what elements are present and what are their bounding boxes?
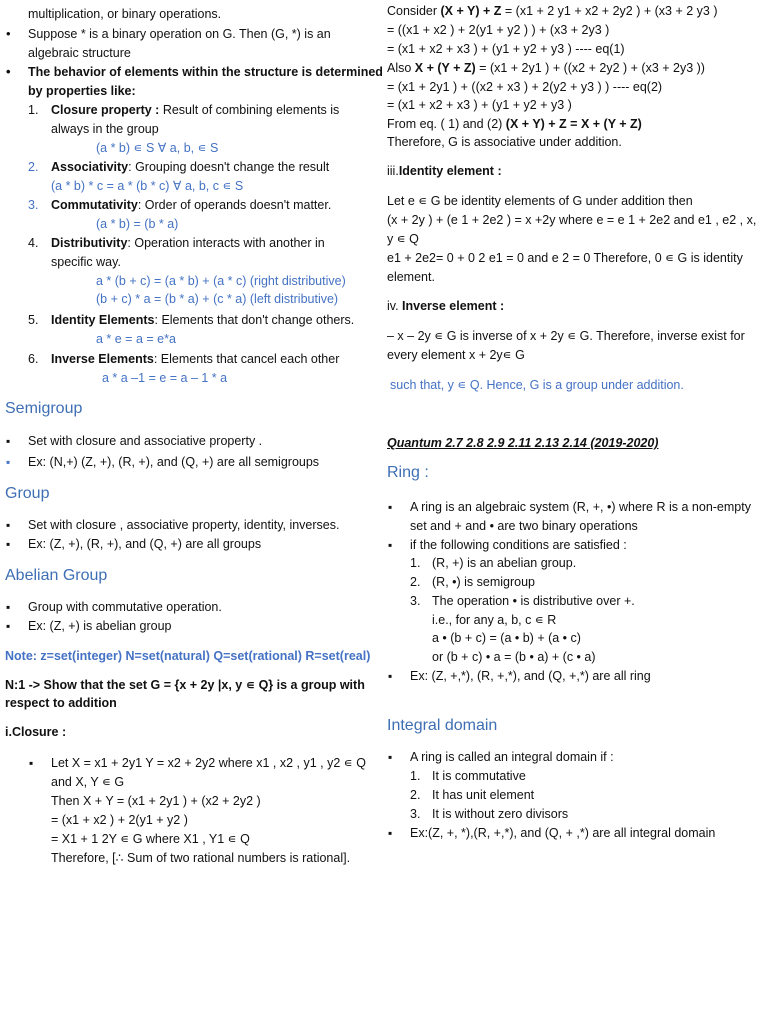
property-number: 5. xyxy=(28,313,39,327)
from-prefix: From eq. ( 1) and (2) xyxy=(387,117,506,131)
consider-prefix: Consider xyxy=(387,4,441,18)
behavior-line2: by properties like: xyxy=(28,84,136,98)
inverse-heading-prefix: iv. xyxy=(387,299,403,313)
from-line xyxy=(387,115,642,133)
property-desc-cont: always in the group xyxy=(51,122,159,136)
therefore-assoc: Therefore, G is associative under addition. xyxy=(387,135,622,149)
suppose-line2: algebraic structure xyxy=(28,46,131,60)
property-formula: a * (b + c) = (a * b) + (a * c) (right distributive) xyxy=(96,274,346,288)
property-name: Inverse Elements xyxy=(51,352,154,366)
closure-heading: i.Closure : xyxy=(5,725,67,739)
ring-condition-number: 3. xyxy=(410,594,421,608)
note-text: Note: z=set(integer) N=set(natural) Q=set(rational) R=set(real) xyxy=(5,649,371,663)
property-desc: Result of combining elements is xyxy=(159,103,340,117)
property-formula: (a * b) ∊ S ∀ a, b, ∊ S xyxy=(96,141,219,155)
consider-rest: = (x1 + 2 y1 + x2 + 2y2 ) + (x3 + 2 y3 ) xyxy=(501,4,718,18)
also-rest: = (x1 + 2y1 ) + ((x2 + 2y2 ) + (x3 + 2y3 )) xyxy=(475,61,705,75)
also-expression: X + (Y + Z) xyxy=(414,61,476,75)
ring-dist-line: i.e., for any a, b, c ∊ R xyxy=(432,613,557,627)
ring-condition: (R, +) is an abelian group. xyxy=(432,556,577,570)
ring-dist-line: a • (b + c) = (a • b) + (a • c) xyxy=(432,631,581,645)
group-example: Ex: (Z, +), (R, +), and (Q, +) are all groups xyxy=(28,537,262,551)
inverse-heading-text: Inverse element : xyxy=(402,299,505,313)
ring-condition: (R, •) is semigroup xyxy=(432,575,536,589)
assoc-line: = (x1 + x2 + x3 ) + (y1 + y2 + y3 ) xyxy=(387,98,572,112)
identity-heading-text: Identity element : xyxy=(398,164,502,178)
property-number: 2. xyxy=(28,160,39,174)
property-commutativity xyxy=(51,196,331,214)
property-formula: (b + c) * a = (b * a) + (c * a) (left distributive) xyxy=(96,292,339,306)
inverse-line: – x – 2y ∊ G is inverse of x + 2y ∊ G. Therefore, inverse exist for xyxy=(387,329,745,343)
property-name: Commutativity xyxy=(51,198,138,212)
ring-line: A ring is an algebraic system (R, +, •) where R is a non-empty xyxy=(410,500,751,514)
from-expression: (X + Y) + Z = X + (Y + Z) xyxy=(505,117,642,131)
inverse-conclusion: such that, y ∊ Q. Hence, G is a group under addition. xyxy=(390,378,684,392)
closure-line: = (x1 + x2 ) + 2(y1 + y2 ) xyxy=(51,813,188,827)
property-desc: : Elements that don't change others. xyxy=(154,313,355,327)
behavior-line1: The behavior of elements within the structure is determined xyxy=(28,65,383,79)
abelian-example: Ex: (Z, +) is abelian group xyxy=(28,619,172,633)
also-line xyxy=(387,59,705,77)
property-number: 3. xyxy=(28,198,39,212)
closure-line: Then X + Y = (x1 + 2y1 ) + (x2 + 2y2 ) xyxy=(51,794,261,808)
property-distributivity xyxy=(51,234,325,252)
ring-condition-number: 2. xyxy=(410,575,421,589)
property-formula: a * a –1 = e = a – 1 * a xyxy=(102,371,228,385)
property-formula: a * e = a = e*a xyxy=(96,332,176,346)
identity-heading xyxy=(387,162,502,180)
property-formula: (a * b) = (b * a) xyxy=(96,217,179,231)
property-number: 6. xyxy=(28,352,39,366)
property-number: 4. xyxy=(28,236,39,250)
ring-example: Ex: (Z, +,*), (R, +,*), and (Q, +,*) are all ring xyxy=(410,669,651,683)
property-name: Identity Elements xyxy=(51,313,155,327)
group-heading: Group xyxy=(5,485,50,502)
identity-line: y ∊ Q xyxy=(387,232,419,246)
quantum-reference: Quantum 2.7 2.8 2.9 2.11 2.13 2.14 (2019-2020) xyxy=(387,436,659,450)
identity-line: Let e ∊ G be identity elements of G under addition then xyxy=(387,194,693,208)
property-closure xyxy=(51,101,339,119)
integral-heading: Integral domain xyxy=(387,717,498,734)
closure-line: Let X = x1 + 2y1 Y = x2 + 2y2 where x1 , x2 , y1 , y2 ∊ Q xyxy=(51,756,366,770)
suppose-line1: Suppose * is a binary operation on G. Then (G, *) is an xyxy=(28,27,331,41)
ring-heading: Ring : xyxy=(387,464,429,481)
property-inverse xyxy=(51,350,339,368)
property-name: Associativity xyxy=(51,160,129,174)
integral-condition: It has unit element xyxy=(432,788,535,802)
ring-condition-intro: if the following conditions are satisfied : xyxy=(410,538,627,552)
property-desc: : Grouping doesn't change the result xyxy=(128,160,330,174)
integral-example: Ex:(Z, +, *),(R, +,*), and (Q, + ,*) are all integral domain xyxy=(410,826,716,840)
also-prefix: Also xyxy=(387,61,415,75)
property-desc: : Elements that cancel each other xyxy=(153,352,340,366)
identity-line: (x + 2y ) + (e 1 + 2e2 ) = x +2y where e = e 1 + 2e2 and e1 , e2 , x, xyxy=(387,213,757,227)
n1-question-line1: N:1 -> Show that the set G = {x + 2y |x, y ∊ Q} is a group with xyxy=(5,678,365,692)
property-identity xyxy=(51,311,354,329)
integral-intro: A ring is called an integral domain if : xyxy=(410,750,614,764)
semigroup-example: Ex: (N,+) (Z, +), (R, +), and (Q, +) are all semigroups xyxy=(28,455,320,469)
ring-condition-number: 1. xyxy=(410,556,421,570)
ring-condition: The operation • is distributive over +. xyxy=(432,594,635,608)
closure-line: = X1 + 1 2Y ∊ G where X1 , Y1 ∊ Q xyxy=(51,832,250,846)
assoc-line: = (x1 + 2y1 ) + ((x2 + x3 ) + 2(y2 + y3 ) ) ---- eq(2) xyxy=(387,80,663,94)
consider-line xyxy=(387,2,718,20)
semigroup-heading: Semigroup xyxy=(5,400,83,417)
property-associativity xyxy=(51,158,329,176)
integral-condition-number: 1. xyxy=(410,769,421,783)
integral-condition: It is without zero divisors xyxy=(432,807,569,821)
property-desc: : Operation interacts with another in xyxy=(127,236,325,250)
assoc-line: = ((x1 + x2 ) + 2(y1 + y2 ) ) + (x3 + 2y3 ) xyxy=(387,23,610,37)
integral-condition-number: 3. xyxy=(410,807,421,821)
property-formula: (a * b) * c = a * (b * c) ∀ a, b, c ∊ S xyxy=(51,179,244,193)
ring-dist-line: or (b + c) • a = (b • a) + (c • a) xyxy=(432,650,596,664)
n1-question-line2: respect to addition xyxy=(5,696,117,710)
abelian-text: Group with commutative operation. xyxy=(28,600,222,614)
assoc-line: = (x1 + x2 + x3 ) + (y1 + y2 + y3 ) ---- eq(1) xyxy=(387,42,625,56)
abelian-heading: Abelian Group xyxy=(5,567,108,584)
inverse-heading xyxy=(387,297,504,315)
property-name: Distributivity xyxy=(51,236,128,250)
identity-line: element. xyxy=(387,270,435,284)
intro-bullet-tail: multiplication, or binary operations. xyxy=(28,7,222,21)
closure-line: and X, Y ∊ G xyxy=(51,775,125,789)
integral-condition: It is commutative xyxy=(432,769,526,783)
group-text: Set with closure , associative property, identity, inverses. xyxy=(28,518,340,532)
closure-line: Therefore, [∴ Sum of two rational numbers is rational]. xyxy=(51,851,351,865)
identity-heading-prefix: iii. xyxy=(387,164,399,178)
identity-line: e1 + 2e2= 0 + 0 2 e1 = 0 and e 2 = 0 Therefore, 0 ∊ G is identity xyxy=(387,251,743,265)
inverse-line: every element x + 2y∊ G xyxy=(387,348,525,362)
ring-line: set and + and • are two binary operations xyxy=(410,519,638,533)
integral-condition-number: 2. xyxy=(410,788,421,802)
property-desc-cont: specific way. xyxy=(51,255,121,269)
semigroup-text: Set with closure and associative property . xyxy=(28,434,263,448)
property-number: 1. xyxy=(28,103,39,117)
consider-expression: (X + Y) + Z xyxy=(440,4,502,18)
property-desc: : Order of operands doesn't matter. xyxy=(137,198,332,212)
property-name: Closure property : xyxy=(51,103,160,117)
